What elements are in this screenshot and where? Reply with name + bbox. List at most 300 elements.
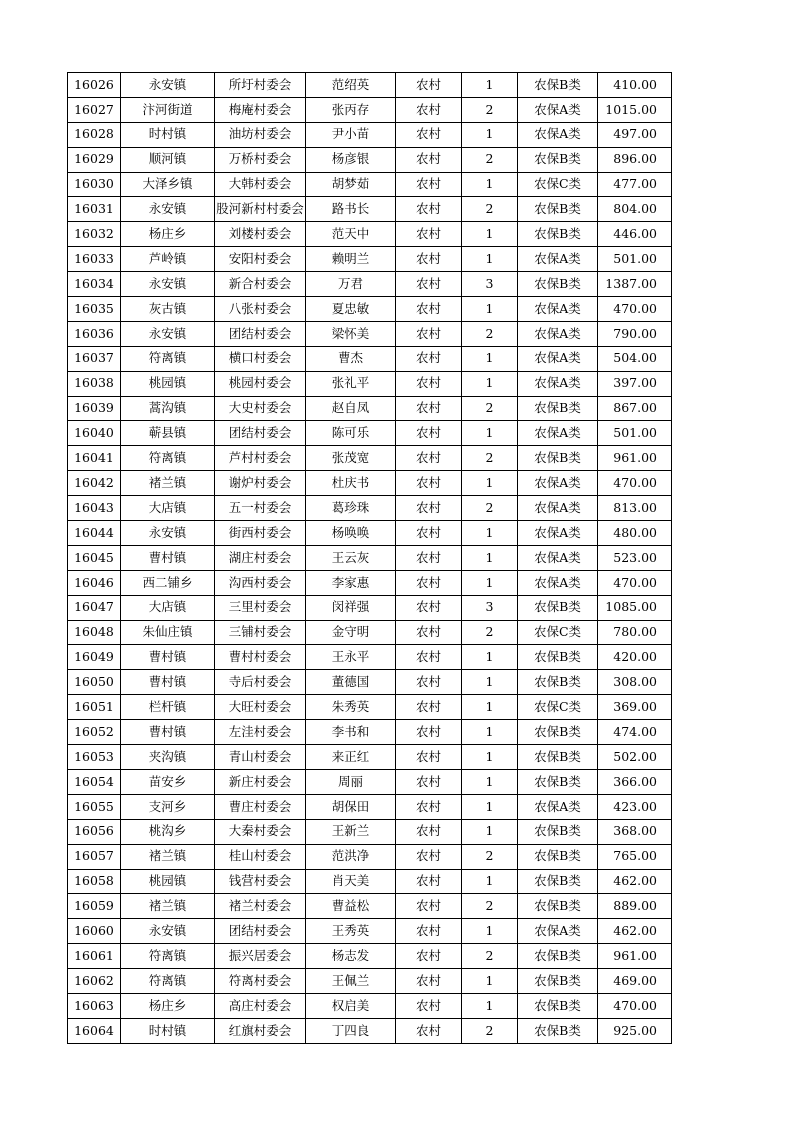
- insurance-class-cell: 农保B类: [518, 1018, 598, 1043]
- table-row: [68, 620, 672, 645]
- insurance-class-cell: 农保B类: [518, 446, 598, 471]
- amount-cell: 397.00: [598, 371, 672, 396]
- household-count-cell: 2: [462, 944, 518, 969]
- table-row: [68, 172, 672, 197]
- area-type-cell: 农村: [396, 745, 462, 770]
- name-cell: 尹小苗: [306, 122, 396, 147]
- town-cell: 大泽乡镇: [121, 172, 215, 197]
- amount-cell: 961.00: [598, 446, 672, 471]
- area-type-cell: 农村: [396, 944, 462, 969]
- table-row: [68, 919, 672, 944]
- record-id-cell: 16036: [68, 321, 121, 346]
- table-row: [68, 819, 672, 844]
- village-committee-cell: 芦村村委会: [215, 446, 306, 471]
- household-count-cell: 1: [462, 969, 518, 994]
- household-count-cell: 1: [462, 819, 518, 844]
- record-id-cell: 16047: [68, 595, 121, 620]
- name-cell: 王新兰: [306, 819, 396, 844]
- village-committee-cell: 五一村委会: [215, 496, 306, 521]
- insurance-class-cell: 农保A类: [518, 570, 598, 595]
- name-cell: 葛珍珠: [306, 496, 396, 521]
- village-committee-cell: 新庄村委会: [215, 769, 306, 794]
- amount-cell: 462.00: [598, 919, 672, 944]
- name-cell: 曹益松: [306, 894, 396, 919]
- name-cell: 杜庆书: [306, 471, 396, 496]
- village-committee-cell: 钱营村委会: [215, 869, 306, 894]
- household-count-cell: 1: [462, 521, 518, 546]
- table-row: [68, 446, 672, 471]
- table-row: [68, 570, 672, 595]
- amount-cell: 813.00: [598, 496, 672, 521]
- area-type-cell: 农村: [396, 172, 462, 197]
- household-count-cell: 2: [462, 844, 518, 869]
- insurance-class-cell: 农保A类: [518, 321, 598, 346]
- household-count-cell: 1: [462, 247, 518, 272]
- amount-cell: 308.00: [598, 670, 672, 695]
- household-count-cell: 1: [462, 769, 518, 794]
- village-committee-cell: 三铺村委会: [215, 620, 306, 645]
- town-cell: 桃园镇: [121, 869, 215, 894]
- household-count-cell: 1: [462, 869, 518, 894]
- village-committee-cell: 刘楼村委会: [215, 222, 306, 247]
- village-committee-cell: 新合村委会: [215, 272, 306, 297]
- area-type-cell: 农村: [396, 919, 462, 944]
- town-cell: 蕲县镇: [121, 421, 215, 446]
- area-type-cell: 农村: [396, 396, 462, 421]
- household-count-cell: 2: [462, 620, 518, 645]
- insurance-class-cell: 农保B类: [518, 769, 598, 794]
- name-cell: 陈可乐: [306, 421, 396, 446]
- amount-cell: 470.00: [598, 471, 672, 496]
- household-count-cell: 1: [462, 297, 518, 322]
- amount-cell: 474.00: [598, 720, 672, 745]
- town-cell: 永安镇: [121, 73, 215, 98]
- village-committee-cell: 大秦村委会: [215, 819, 306, 844]
- record-id-cell: 16038: [68, 371, 121, 396]
- record-id-cell: 16054: [68, 769, 121, 794]
- table-row: [68, 894, 672, 919]
- village-committee-cell: 横口村委会: [215, 346, 306, 371]
- record-id-cell: 16051: [68, 695, 121, 720]
- amount-cell: 889.00: [598, 894, 672, 919]
- table-row: [68, 769, 672, 794]
- town-cell: 褚兰镇: [121, 471, 215, 496]
- record-id-cell: 16052: [68, 720, 121, 745]
- amount-cell: 423.00: [598, 794, 672, 819]
- area-type-cell: 农村: [396, 297, 462, 322]
- insurance-class-cell: 农保B类: [518, 969, 598, 994]
- area-type-cell: 农村: [396, 595, 462, 620]
- record-id-cell: 16053: [68, 745, 121, 770]
- name-cell: 张丙存: [306, 97, 396, 122]
- town-cell: 蒿沟镇: [121, 396, 215, 421]
- area-type-cell: 农村: [396, 1018, 462, 1043]
- amount-cell: 502.00: [598, 745, 672, 770]
- village-committee-cell: 大史村委会: [215, 396, 306, 421]
- amount-cell: 497.00: [598, 122, 672, 147]
- table-row: [68, 794, 672, 819]
- record-id-cell: 16028: [68, 122, 121, 147]
- insurance-class-cell: 农保A类: [518, 794, 598, 819]
- amount-cell: 790.00: [598, 321, 672, 346]
- record-id-cell: 16037: [68, 346, 121, 371]
- area-type-cell: 农村: [396, 969, 462, 994]
- name-cell: 万君: [306, 272, 396, 297]
- name-cell: 范洪净: [306, 844, 396, 869]
- name-cell: 金守明: [306, 620, 396, 645]
- insurance-class-cell: 农保B类: [518, 993, 598, 1018]
- name-cell: 肖天美: [306, 869, 396, 894]
- amount-cell: 765.00: [598, 844, 672, 869]
- table-row: [68, 670, 672, 695]
- household-count-cell: 1: [462, 670, 518, 695]
- village-committee-cell: 桃园村委会: [215, 371, 306, 396]
- record-id-cell: 16050: [68, 670, 121, 695]
- table-row: [68, 545, 672, 570]
- record-id-cell: 16027: [68, 97, 121, 122]
- amount-cell: 410.00: [598, 73, 672, 98]
- village-committee-cell: 高庄村委会: [215, 993, 306, 1018]
- amount-cell: 470.00: [598, 297, 672, 322]
- area-type-cell: 农村: [396, 570, 462, 595]
- town-cell: 曹村镇: [121, 645, 215, 670]
- name-cell: 夏忠敏: [306, 297, 396, 322]
- area-type-cell: 农村: [396, 894, 462, 919]
- village-committee-cell: 寺后村委会: [215, 670, 306, 695]
- village-committee-cell: 红旗村委会: [215, 1018, 306, 1043]
- village-committee-cell: 八张村委会: [215, 297, 306, 322]
- name-cell: 范天中: [306, 222, 396, 247]
- table-row: [68, 371, 672, 396]
- village-committee-cell: 沟西村委会: [215, 570, 306, 595]
- household-count-cell: 1: [462, 794, 518, 819]
- village-committee-cell: 谢炉村委会: [215, 471, 306, 496]
- area-type-cell: 农村: [396, 819, 462, 844]
- town-cell: 夹沟镇: [121, 745, 215, 770]
- amount-cell: 462.00: [598, 869, 672, 894]
- area-type-cell: 农村: [396, 545, 462, 570]
- name-cell: 张茂宽: [306, 446, 396, 471]
- record-id-cell: 16057: [68, 844, 121, 869]
- area-type-cell: 农村: [396, 645, 462, 670]
- town-cell: 芦岭镇: [121, 247, 215, 272]
- area-type-cell: 农村: [396, 620, 462, 645]
- town-cell: 符离镇: [121, 969, 215, 994]
- insurance-class-cell: 农保B类: [518, 272, 598, 297]
- village-committee-cell: 所圩村委会: [215, 73, 306, 98]
- insurance-class-cell: 农保B类: [518, 720, 598, 745]
- insurance-class-cell: 农保B类: [518, 869, 598, 894]
- town-cell: 褚兰镇: [121, 844, 215, 869]
- household-count-cell: 3: [462, 595, 518, 620]
- table-row: [68, 869, 672, 894]
- amount-cell: 896.00: [598, 147, 672, 172]
- town-cell: 桃沟乡: [121, 819, 215, 844]
- name-cell: 杨唤唤: [306, 521, 396, 546]
- town-cell: 永安镇: [121, 197, 215, 222]
- area-type-cell: 农村: [396, 471, 462, 496]
- insurance-class-cell: 农保A类: [518, 496, 598, 521]
- household-count-cell: 1: [462, 545, 518, 570]
- insurance-class-cell: 农保A类: [518, 247, 598, 272]
- village-committee-cell: 团结村委会: [215, 919, 306, 944]
- area-type-cell: 农村: [396, 147, 462, 172]
- village-committee-cell: 三里村委会: [215, 595, 306, 620]
- town-cell: 褚兰镇: [121, 894, 215, 919]
- insurance-class-cell: 农保A类: [518, 371, 598, 396]
- area-type-cell: 农村: [396, 446, 462, 471]
- record-id-cell: 16040: [68, 421, 121, 446]
- town-cell: 顺河镇: [121, 147, 215, 172]
- village-committee-cell: 湖庄村委会: [215, 545, 306, 570]
- area-type-cell: 农村: [396, 272, 462, 297]
- table-row: [68, 720, 672, 745]
- amount-cell: 1085.00: [598, 595, 672, 620]
- household-count-cell: 1: [462, 122, 518, 147]
- name-cell: 李书和: [306, 720, 396, 745]
- record-id-cell: 16058: [68, 869, 121, 894]
- area-type-cell: 农村: [396, 197, 462, 222]
- insurance-class-cell: 农保A类: [518, 421, 598, 446]
- household-count-cell: 2: [462, 894, 518, 919]
- name-cell: 曹杰: [306, 346, 396, 371]
- area-type-cell: 农村: [396, 97, 462, 122]
- household-count-cell: 3: [462, 272, 518, 297]
- table-row: [68, 396, 672, 421]
- town-cell: 永安镇: [121, 272, 215, 297]
- household-count-cell: 2: [462, 147, 518, 172]
- table-row: [68, 197, 672, 222]
- amount-cell: 804.00: [598, 197, 672, 222]
- town-cell: 符离镇: [121, 346, 215, 371]
- area-type-cell: 农村: [396, 73, 462, 98]
- village-committee-cell: 曹村村委会: [215, 645, 306, 670]
- amount-cell: 780.00: [598, 620, 672, 645]
- town-cell: 苗安乡: [121, 769, 215, 794]
- record-id-cell: 16048: [68, 620, 121, 645]
- insurance-class-cell: 农保B类: [518, 844, 598, 869]
- table-row: [68, 471, 672, 496]
- insurance-class-cell: 农保B类: [518, 222, 598, 247]
- household-count-cell: 2: [462, 446, 518, 471]
- record-id-cell: 16062: [68, 969, 121, 994]
- table-row: [68, 421, 672, 446]
- village-committee-cell: 振兴居委会: [215, 944, 306, 969]
- name-cell: 闵祥强: [306, 595, 396, 620]
- village-committee-cell: 大旺村委会: [215, 695, 306, 720]
- insurance-class-cell: 农保B类: [518, 197, 598, 222]
- table-row: [68, 97, 672, 122]
- record-id-cell: 16042: [68, 471, 121, 496]
- table-row: [68, 346, 672, 371]
- record-id-cell: 16060: [68, 919, 121, 944]
- insurance-class-cell: 农保B类: [518, 147, 598, 172]
- village-committee-cell: 万桥村委会: [215, 147, 306, 172]
- name-cell: 赖明兰: [306, 247, 396, 272]
- area-type-cell: 农村: [396, 670, 462, 695]
- record-id-cell: 16046: [68, 570, 121, 595]
- household-count-cell: 2: [462, 496, 518, 521]
- table-row: [68, 247, 672, 272]
- record-id-cell: 16064: [68, 1018, 121, 1043]
- household-count-cell: 2: [462, 197, 518, 222]
- household-count-cell: 1: [462, 993, 518, 1018]
- record-id-cell: 16043: [68, 496, 121, 521]
- town-cell: 支河乡: [121, 794, 215, 819]
- record-id-cell: 16045: [68, 545, 121, 570]
- table-row: [68, 147, 672, 172]
- table-row: [68, 122, 672, 147]
- record-id-cell: 16059: [68, 894, 121, 919]
- record-id-cell: 16026: [68, 73, 121, 98]
- village-committee-cell: 团结村委会: [215, 321, 306, 346]
- household-count-cell: 2: [462, 396, 518, 421]
- insurance-class-cell: 农保B类: [518, 894, 598, 919]
- amount-cell: 504.00: [598, 346, 672, 371]
- name-cell: 胡保田: [306, 794, 396, 819]
- record-id-cell: 16055: [68, 794, 121, 819]
- amount-cell: 369.00: [598, 695, 672, 720]
- record-id-cell: 16035: [68, 297, 121, 322]
- area-type-cell: 农村: [396, 521, 462, 546]
- table-row: [68, 944, 672, 969]
- household-count-cell: 1: [462, 371, 518, 396]
- name-cell: 来正红: [306, 745, 396, 770]
- amount-cell: 1015.00: [598, 97, 672, 122]
- household-count-cell: 1: [462, 346, 518, 371]
- village-committee-cell: 左洼村委会: [215, 720, 306, 745]
- table-row: [68, 595, 672, 620]
- household-count-cell: 1: [462, 720, 518, 745]
- insurance-class-cell: 农保C类: [518, 695, 598, 720]
- area-type-cell: 农村: [396, 247, 462, 272]
- roster-table: [67, 72, 672, 1044]
- table-row: [68, 745, 672, 770]
- area-type-cell: 农村: [396, 695, 462, 720]
- area-type-cell: 农村: [396, 720, 462, 745]
- name-cell: 王云灰: [306, 545, 396, 570]
- village-committee-cell: 安阳村委会: [215, 247, 306, 272]
- household-count-cell: 1: [462, 645, 518, 670]
- record-id-cell: 16030: [68, 172, 121, 197]
- record-id-cell: 16063: [68, 993, 121, 1018]
- town-cell: 曹村镇: [121, 670, 215, 695]
- village-committee-cell: 街西村委会: [215, 521, 306, 546]
- record-id-cell: 16049: [68, 645, 121, 670]
- village-committee-cell: 符离村委会: [215, 969, 306, 994]
- insurance-class-cell: 农保B类: [518, 73, 598, 98]
- area-type-cell: 农村: [396, 421, 462, 446]
- household-count-cell: 1: [462, 745, 518, 770]
- record-id-cell: 16061: [68, 944, 121, 969]
- table-row: [68, 321, 672, 346]
- household-count-cell: 1: [462, 421, 518, 446]
- insurance-class-cell: 农保A类: [518, 297, 598, 322]
- town-cell: 大店镇: [121, 496, 215, 521]
- amount-cell: 961.00: [598, 944, 672, 969]
- amount-cell: 867.00: [598, 396, 672, 421]
- town-cell: 灰古镇: [121, 297, 215, 322]
- village-committee-cell: 大韩村委会: [215, 172, 306, 197]
- insurance-class-cell: 农保A类: [518, 919, 598, 944]
- record-id-cell: 16039: [68, 396, 121, 421]
- area-type-cell: 农村: [396, 496, 462, 521]
- area-type-cell: 农村: [396, 346, 462, 371]
- record-id-cell: 16029: [68, 147, 121, 172]
- name-cell: 丁四良: [306, 1018, 396, 1043]
- insurance-class-cell: 农保B类: [518, 645, 598, 670]
- name-cell: 范绍英: [306, 73, 396, 98]
- town-cell: 永安镇: [121, 521, 215, 546]
- area-type-cell: 农村: [396, 122, 462, 147]
- village-committee-cell: 曹庄村委会: [215, 794, 306, 819]
- name-cell: 杨彦银: [306, 147, 396, 172]
- town-cell: 大店镇: [121, 595, 215, 620]
- insurance-class-cell: 农保B类: [518, 819, 598, 844]
- amount-cell: 925.00: [598, 1018, 672, 1043]
- record-id-cell: 16044: [68, 521, 121, 546]
- amount-cell: 1387.00: [598, 272, 672, 297]
- name-cell: 王佩兰: [306, 969, 396, 994]
- town-cell: 符离镇: [121, 446, 215, 471]
- insurance-class-cell: 农保C类: [518, 172, 598, 197]
- area-type-cell: 农村: [396, 222, 462, 247]
- village-committee-cell: 青山村委会: [215, 745, 306, 770]
- record-id-cell: 16034: [68, 272, 121, 297]
- village-committee-cell: 团结村委会: [215, 421, 306, 446]
- amount-cell: 366.00: [598, 769, 672, 794]
- table-row: [68, 272, 672, 297]
- insurance-class-cell: 农保A类: [518, 471, 598, 496]
- town-cell: 栏杆镇: [121, 695, 215, 720]
- name-cell: 董德国: [306, 670, 396, 695]
- table-row: [68, 297, 672, 322]
- record-id-cell: 16032: [68, 222, 121, 247]
- area-type-cell: 农村: [396, 794, 462, 819]
- town-cell: 时村镇: [121, 1018, 215, 1043]
- insurance-class-cell: 农保B类: [518, 670, 598, 695]
- amount-cell: 469.00: [598, 969, 672, 994]
- record-id-cell: 16041: [68, 446, 121, 471]
- town-cell: 曹村镇: [121, 545, 215, 570]
- name-cell: 李家惠: [306, 570, 396, 595]
- table-row: [68, 844, 672, 869]
- area-type-cell: 农村: [396, 869, 462, 894]
- name-cell: 朱秀英: [306, 695, 396, 720]
- amount-cell: 501.00: [598, 247, 672, 272]
- town-cell: 时村镇: [121, 122, 215, 147]
- insurance-class-cell: 农保A类: [518, 97, 598, 122]
- town-cell: 桃园镇: [121, 371, 215, 396]
- town-cell: 永安镇: [121, 919, 215, 944]
- amount-cell: 477.00: [598, 172, 672, 197]
- name-cell: 杨志发: [306, 944, 396, 969]
- area-type-cell: 农村: [396, 321, 462, 346]
- name-cell: 王永平: [306, 645, 396, 670]
- amount-cell: 523.00: [598, 545, 672, 570]
- town-cell: 杨庄乡: [121, 993, 215, 1018]
- household-count-cell: 1: [462, 695, 518, 720]
- amount-cell: 501.00: [598, 421, 672, 446]
- table-row: [68, 222, 672, 247]
- name-cell: 路书长: [306, 197, 396, 222]
- area-type-cell: 农村: [396, 844, 462, 869]
- name-cell: 张礼平: [306, 371, 396, 396]
- name-cell: 赵自凤: [306, 396, 396, 421]
- insurance-class-cell: 农保B类: [518, 745, 598, 770]
- household-count-cell: 1: [462, 570, 518, 595]
- village-committee-cell: 梅庵村委会: [215, 97, 306, 122]
